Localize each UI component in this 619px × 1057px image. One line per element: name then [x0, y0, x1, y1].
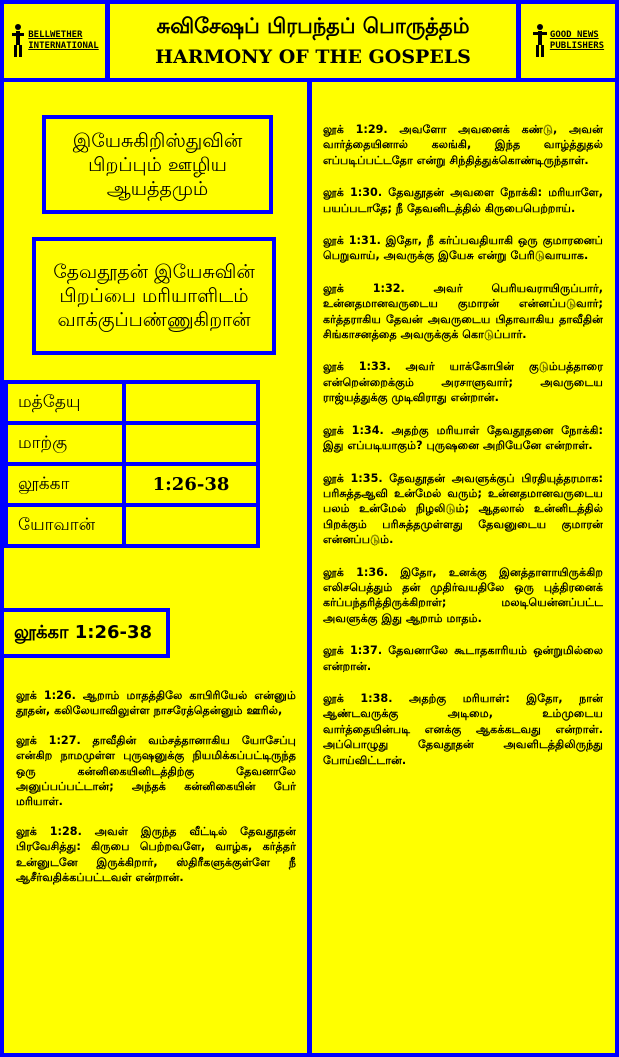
- bellwether-figure-icon: [10, 23, 26, 59]
- gospel-name: மாற்கு: [6, 423, 124, 464]
- right-column: [312, 82, 615, 1053]
- table-row: [6, 423, 258, 464]
- passage-reference: லூக்கா 1:26-38: [4, 608, 170, 658]
- good-news-logo: [521, 4, 615, 78]
- title-english: HARMONY OF THE GOSPELS: [155, 46, 471, 68]
- verse-text: லூக் 1:32. அவர் பெரியவராயிருப்பார், உன்னதமானவருடைய குமாரன் என்னப்படுவார்; கர்த்தராகிய தேவன் அவருடைய பிதாவாகிய தாவீதின் சிங்காசனத்தை அவருக்குக் கொடுப்பார்.: [323, 281, 603, 342]
- logo-right-line2: PUBLISHERS: [549, 41, 605, 51]
- gospel-ref: [124, 423, 258, 464]
- logo-left-line2: INTERNATIONAL: [28, 41, 99, 51]
- herald-figure-icon: [532, 23, 548, 59]
- gospel-ref: 1:26-38: [124, 464, 258, 505]
- logo-right-line1: GOOD NEWS: [549, 30, 599, 40]
- verse-text: லூக் 1:26. ஆறாம் மாதத்திலே காபிரியேல் என்னும் தூதன், கலிலேயாவிலுள்ள நாசரேத்தென்னும் ஊரில்,: [16, 689, 296, 718]
- verse-text: லூக் 1:35. தேவதூதன் அவளுக்குப் பிரதியுத்தரமாக: பரிசுத்தஆவி உன்மேல் வரும்; உன்னதமானவருடைய பலம் உன்மேல் நிழலிடும்; ஆதலால் உன்னிடத்தில் பிறக்கும் பரிசுத்தமுள்ளது தேவனுடைய குமாரன் என்னப்படும்.: [323, 471, 603, 547]
- event-heading: தேவதூதன் இயேசுவின் பிறப்பை மரியாளிடம் வாக்குப்பண்ணுகிறான்: [32, 237, 276, 355]
- verses-left: [16, 688, 296, 899]
- table-row: [6, 382, 258, 423]
- gospel-name: மத்தேயு: [6, 382, 124, 423]
- page-title: [110, 4, 516, 78]
- verse-text: லூக் 1:34. அதற்கு மரியாள் தேவதூதனை நோக்கி: இது எப்படியாகும்? புருஷனை அறியேனே என்றாள்.: [323, 423, 603, 453]
- verse-text: லூக் 1:36. இதோ, உனக்கு இனத்தாளாயிருக்கிற எலிசபெத்தும் தன் முதிர்வயதிலே ஒரு புத்திரனைக் கர்ப்பந்தரித்திருக்கிறாள்; மலடியென்னப்பட்ட அவளுக்கு இது ஆறாம் மாதம்.: [323, 565, 603, 625]
- gospel-ref: [124, 382, 258, 423]
- verse-text: லூக் 1:29. அவளோ அவனைக் கண்டு, அவன் வார்த்தையினால் கலங்கி, இந்த வாழ்த்துதல் எப்படிப்பட்டதோ என்று சிந்தித்துக்கொண்டிருந்தாள்.: [323, 123, 603, 167]
- gospel-name: யோவான்: [6, 505, 124, 546]
- verse-text: லூக் 1:28. அவள் இருந்த வீட்டில் தேவதூதன் பிரவேசித்து: கிருபை பெற்றவளே, வாழ்க, கர்த்தர் உன்னுடனே இருக்கிறார், ஸ்திரீகளுக்குள்ளே நீ ஆசீர்வதிக்கப்பட்டவள் என்றான்.: [16, 824, 296, 885]
- logo-left-line1: BELLWETHER: [28, 30, 83, 40]
- table-row: [6, 464, 258, 505]
- verse-text: லூக் 1:38. அதற்கு மரியாள்: இதோ, நான் ஆண்டவருக்கு அடிமை, உம்முடைய வார்த்தையின்படி எனக்கு ஆகக்கடவது என்றாள். அப்பொழுது தேவதூதன் அவளிடத்திலிருந்து போய்விட்டான்.: [323, 691, 603, 767]
- verse-text: லூக் 1:31. இதோ, நீ கர்ப்பவதியாகி ஒரு குமாரனைப் பெறுவாய், அவருக்கு இயேசு என்று பேரிடுவாயாக.: [323, 234, 603, 263]
- gospel-name: லூக்கா: [6, 464, 124, 505]
- section-heading: இயேசுகிறிஸ்துவின் பிறப்பும் ஊழிய ஆயத்தமும்: [42, 115, 273, 214]
- left-column: [4, 82, 307, 1053]
- verse-text: லூக் 1:27. தாவீதின் வம்சத்தானாகிய யோசேப்பு என்கிற நாமமுள்ள புருஷனுக்கு நியமிக்கப்பட்டிருந்த ஒரு கன்னிகையினிடத்திற்கு தேவனாலே அனுப்பப்பட்டான்; அந்தக் கன்னிகையின் பேர் மரியாள்.: [16, 733, 296, 809]
- table-row: [6, 505, 258, 546]
- gospel-ref: [124, 505, 258, 546]
- gospel-reference-table: [4, 380, 260, 548]
- verse-text: லூக் 1:33. அவர் யாக்கோபின் குடும்பத்தாரை என்றென்றைக்கும் அரசாளுவார்; அவருடைய ராஜ்யத்துக்கு முடிவிராது என்றான்.: [323, 360, 603, 405]
- verse-text: லூக் 1:30. தேவதூதன் அவளை நோக்கி: மரியாளே, பயப்படாதே; நீ தேவனிடத்தில் கிருபைபெற்றாய்.: [323, 186, 603, 215]
- verse-text: லூக் 1:37. தேவனாலே கூடாதகாரியம் ஒன்றுமில்லை என்றான்.: [323, 644, 603, 673]
- title-tamil: சுவிசேஷப் பிரபந்தப் பொருத்தம்: [156, 14, 470, 38]
- bellwether-logo: [4, 4, 105, 78]
